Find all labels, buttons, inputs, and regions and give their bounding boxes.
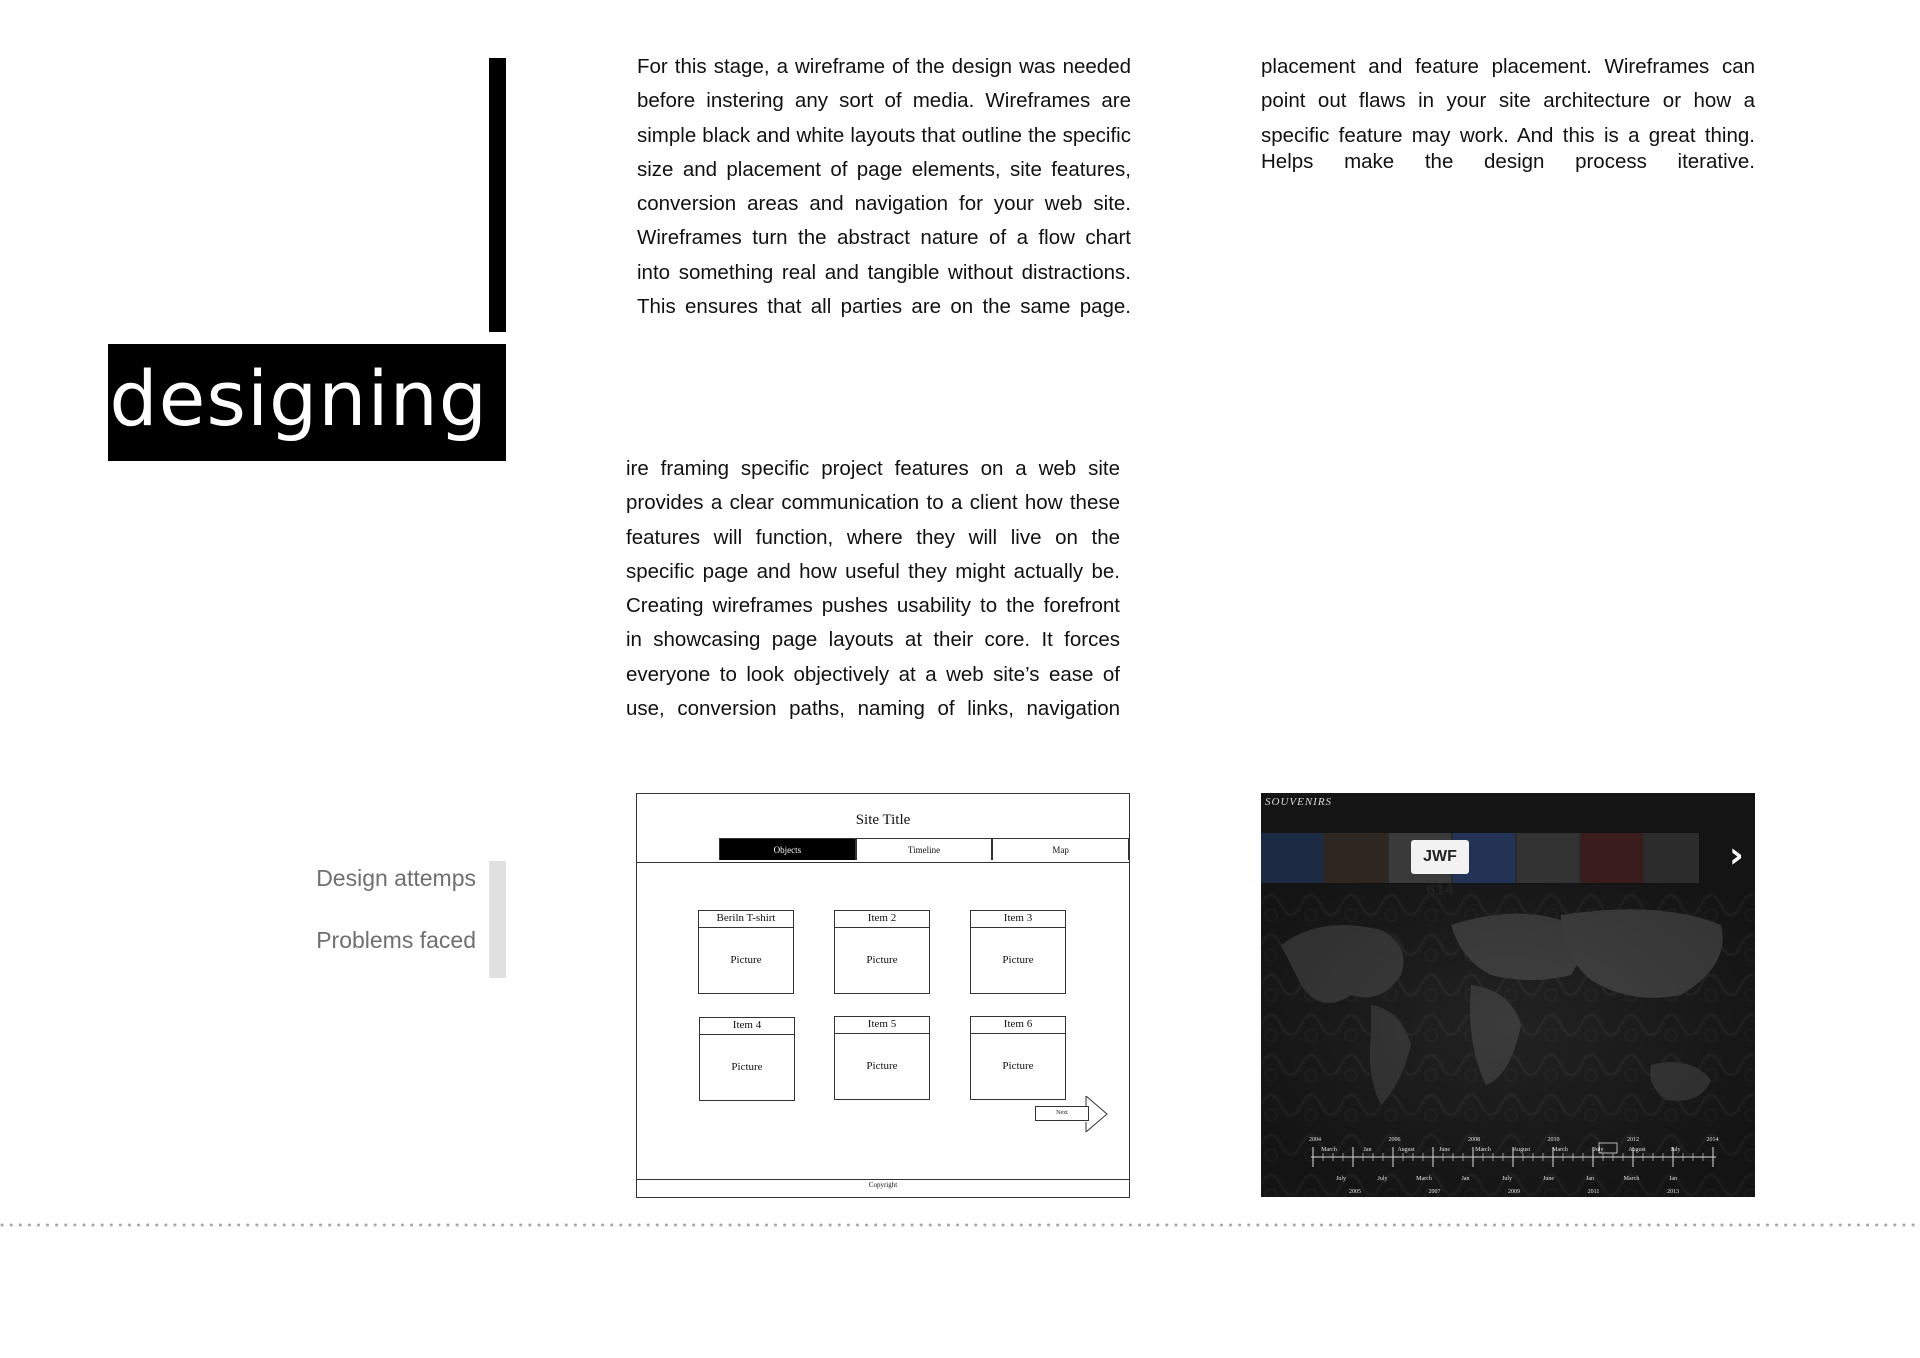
intro-paragraph: For this stage, a wireframe of the design was needed before instering any sort of media. Wireframes are simple black and white layouts that outline the specific size and placement of page elements, site features, conversion areas and navigation for your web site. Wireframes turn the abstract nature of a flow chart into something real and tangible without distractions. This ensures that all parties are on the same page.	[637, 55, 1131, 319]
chevron-right-icon[interactable]: ›	[1729, 835, 1744, 876]
dotted-separator	[0, 1223, 1920, 1227]
timeline-month-label: Jan	[1669, 1176, 1677, 1182]
wireframe-next-button: Next	[1035, 1106, 1089, 1121]
timeline-year-label: 2006	[1388, 1137, 1401, 1143]
wireframe-image	[636, 793, 1130, 1198]
thumbnail-figure[interactable]	[1325, 833, 1387, 883]
continued-paragraph	[1261, 50, 1755, 174]
license-plate: JWF 614	[1411, 840, 1469, 874]
wireframe-item-title: Item 3	[971, 911, 1065, 928]
wireframe-tabs	[719, 838, 1129, 860]
souvenirs-screenshot	[1261, 793, 1755, 1197]
timeline-year-label: 2012	[1627, 1137, 1639, 1143]
wireframe-item	[970, 1016, 1066, 1100]
timeline-year-label: 2005	[1349, 1189, 1361, 1195]
wireframe-tab-map: Map	[992, 838, 1129, 860]
wireframe-item-picture: Picture	[731, 1061, 763, 1073]
wireframe-item-picture: Picture	[866, 954, 898, 966]
wireframe-item	[698, 910, 794, 994]
thumbnail-tin[interactable]	[1581, 833, 1643, 883]
wireframe-tab-timeline: Timeline	[856, 838, 993, 860]
timeline-month-label: August	[1512, 1147, 1531, 1153]
timeline-month-label: Jan	[1461, 1176, 1470, 1182]
timeline-month-label: August	[1397, 1147, 1415, 1153]
continued-paragraph-main: placement and feature placement. Wireframes can point out flaws in your site architecture or how a specific feature may work. And this is a great thing.	[1261, 55, 1755, 147]
timeline-axis	[1261, 1133, 1755, 1197]
wireframe-item-title: Item 5	[835, 1017, 929, 1034]
wireframe-next-arrow-icon	[1085, 1096, 1109, 1132]
wireframe-item-picture: Picture	[866, 1060, 898, 1072]
wireframe-item-title: Beriln T-shirt	[699, 911, 793, 928]
wireframe-divider	[637, 862, 1129, 863]
wireframe-item	[834, 910, 930, 994]
thumbnail-strip	[1261, 833, 1699, 883]
thumbnail-badge[interactable]	[1517, 833, 1579, 883]
wireframe-item-picture: Picture	[1002, 954, 1034, 966]
timeline-labels	[1309, 1137, 1719, 1195]
timeline-year-label: 2011	[1587, 1189, 1600, 1195]
thumbnail-empty	[1645, 833, 1699, 883]
timeline-month-label: July	[1335, 1176, 1347, 1182]
timeline-year-label: 2007	[1428, 1189, 1441, 1195]
section-title-box	[108, 344, 506, 461]
timeline-year-label: 2004	[1309, 1137, 1321, 1143]
timeline-month-label: Jan	[1363, 1147, 1372, 1153]
timeline-month-label: August	[1628, 1147, 1646, 1153]
wireframe-item-picture: Picture	[730, 954, 762, 966]
timeline-year-label: 2009	[1508, 1189, 1520, 1195]
wireframe-tab-objects: Objects	[719, 838, 856, 860]
timeline-month-label: March	[1623, 1176, 1640, 1182]
wireframe-item	[834, 1016, 930, 1100]
timeline-month-label: July	[1670, 1147, 1681, 1153]
wireframe-item-title: Item 2	[835, 911, 929, 928]
wireframe-item	[699, 1017, 795, 1101]
wireframe-footer: Copyright	[637, 1179, 1129, 1189]
timeline-month-label: Jan	[1586, 1176, 1594, 1182]
wireframe-item-picture: Picture	[1002, 1060, 1034, 1072]
wireframe-site-title: Site Title	[855, 812, 911, 828]
timeline-year-label: 2013	[1667, 1189, 1679, 1195]
continued-paragraph-end: Helps make the design process iterative.	[1261, 149, 1755, 173]
timeline-month-label: July	[1593, 1147, 1604, 1153]
side-nav-design-attempts[interactable]: Design attemps	[316, 865, 476, 891]
side-nav-bar	[489, 861, 506, 978]
timeline-month-label: June	[1439, 1147, 1450, 1153]
wireframe-item-title: Item 6	[971, 1017, 1065, 1034]
timeline-month-label: March	[1475, 1147, 1491, 1153]
screenshot-title: SOUVENIRS	[1265, 796, 1333, 808]
timeline-month-label: July	[1501, 1176, 1513, 1182]
timeline-month-label: March	[1321, 1147, 1337, 1153]
timeline-year-label: 2014	[1706, 1137, 1719, 1143]
thumbnail-book[interactable]	[1261, 833, 1323, 883]
side-nav-problems-faced[interactable]: Problems faced	[316, 927, 476, 953]
side-nav	[250, 862, 476, 986]
timeline-month-label: July	[1377, 1176, 1388, 1182]
timeline-year-label: 2010	[1547, 1137, 1560, 1143]
wireframe-paragraph: ire framing specific project features on a web site provides a clear communication to a client how these features will function, where they will live on the specific page and how useful they might actually be. Creating wireframes pushes usability to the forefront in showcasing page layouts at their core. It forces everyone to look objectively at a web site’s ease of use, conversion paths, naming of links, navigation	[626, 457, 1120, 721]
timeline-month-label: March	[1552, 1147, 1568, 1153]
section-title: designing	[109, 354, 488, 443]
wireframe-item	[970, 910, 1066, 994]
wireframe-item-title: Item 4	[700, 1018, 794, 1035]
vertical-accent-bar	[489, 58, 506, 332]
timeline-year-label: 2008	[1468, 1137, 1480, 1143]
timeline-month-label: March	[1416, 1176, 1432, 1182]
timeline-month-label: June	[1543, 1176, 1554, 1182]
